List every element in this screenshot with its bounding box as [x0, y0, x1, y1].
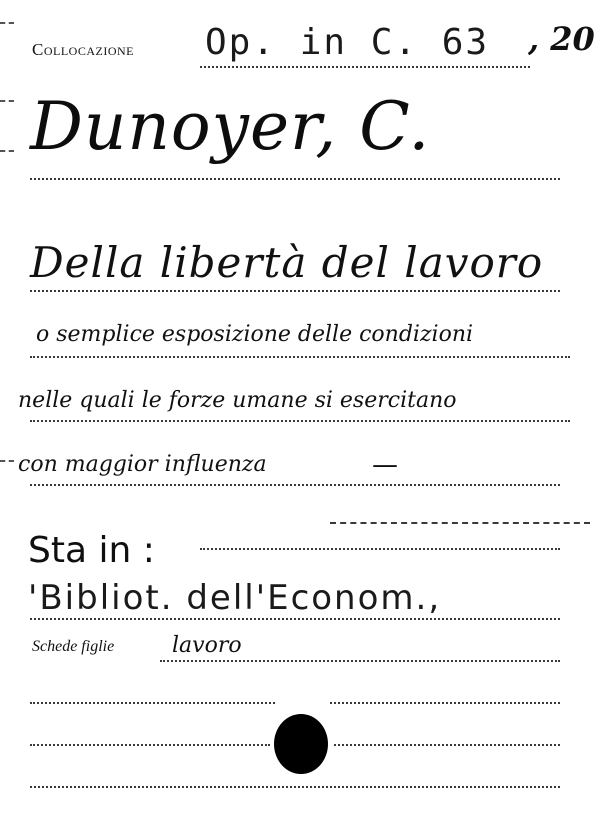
collocazione-label: Collocazione: [32, 40, 134, 59]
sta-in-value-line: [30, 618, 560, 620]
edge-mark: [0, 22, 14, 24]
subtitle-line-3: con maggior influenza: [18, 452, 267, 477]
title-line: [30, 290, 560, 292]
subtitle-line-1: o semplice esposizione delle condizioni: [36, 322, 474, 347]
book-title: Della libertà del lavoro: [30, 238, 544, 287]
subtitle-line-1-rule: [30, 356, 570, 358]
schede-figlie-label: Schede figlie: [32, 638, 115, 655]
author-line: [30, 178, 560, 180]
blank-line-3: [30, 786, 560, 788]
edge-mark: [0, 100, 14, 102]
edge-mark: [0, 150, 14, 152]
blank-line-2b: [334, 744, 560, 746]
separator-line: [330, 522, 590, 524]
author-name: Dunoyer, C.: [30, 88, 431, 165]
edge-mark: [0, 460, 14, 462]
sta-in-label: Sta in :: [28, 530, 155, 571]
blank-line-1b: [330, 702, 560, 704]
punch-hole: [274, 714, 328, 774]
collocazione-value: Op. in C. 63: [205, 22, 490, 63]
collocazione-number: , 20: [528, 20, 595, 58]
subtitle-line-2: nelle quali le forze umane si esercitano: [18, 388, 457, 413]
subtitle-line-2-rule: [30, 420, 570, 422]
blank-line-2a: [30, 744, 270, 746]
collocazione-line: [200, 66, 530, 68]
schede-line: [160, 660, 560, 662]
sta-in-line: [200, 548, 560, 550]
sta-in-value: 'Bibliot. dell'Econom.,: [28, 578, 442, 618]
subtitle-line-3-rule: [30, 484, 560, 486]
schede-figlie-value: lavoro: [172, 633, 242, 658]
blank-line-1a: [30, 702, 275, 704]
end-dash: —: [372, 450, 398, 480]
